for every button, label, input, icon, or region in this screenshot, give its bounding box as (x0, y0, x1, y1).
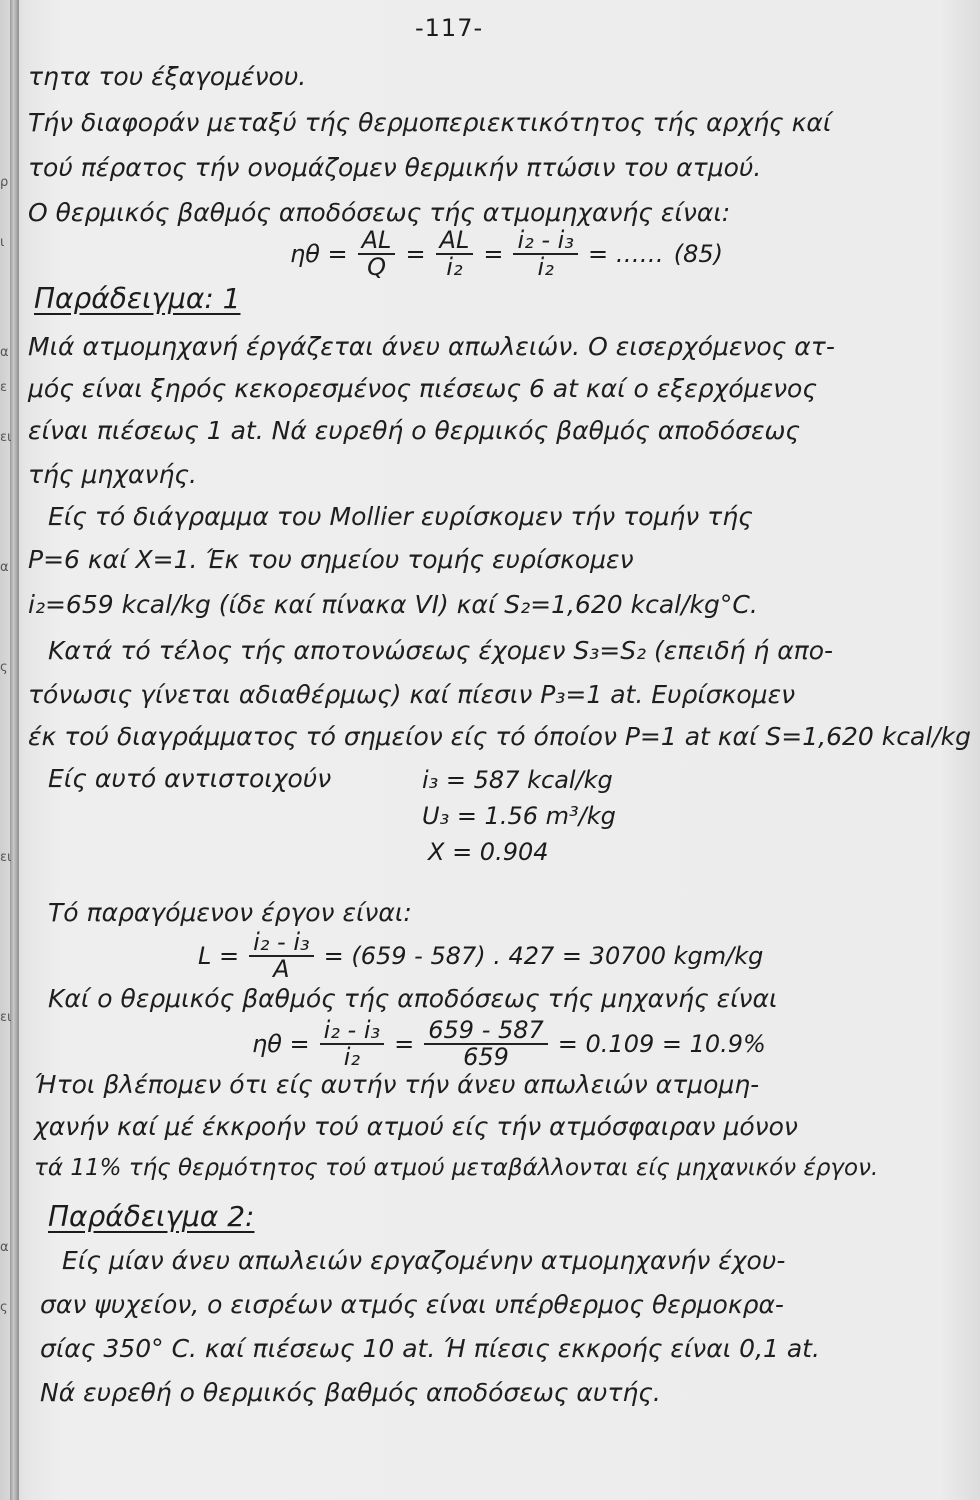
margin-mark: ι (0, 235, 5, 250)
equals-sign: = (483, 240, 504, 269)
text-line: Τήν διαφοράν μεταξύ τής θερμοπεριεκτικότητος τής αρχής καί (28, 108, 832, 137)
fraction (513, 228, 578, 280)
fraction-numerator: i₂ - i₃ (249, 930, 314, 957)
example-1-heading: Παράδειγμα: 1 (34, 282, 241, 315)
fraction-numerator: 659 - 587 (424, 1018, 548, 1045)
formula-rhs: = 0.109 = 10.9% (557, 1030, 766, 1059)
work-formula (198, 930, 763, 982)
text-line: τόνωσις γίνεται αδιαθέρμως) καί πίεσιν P₃=1 at. Ευρίσκομεν (28, 680, 796, 709)
text-line: τητα του έξαγομένου. (28, 62, 307, 91)
text-line: Ο θερμικός βαθμός αποδόσεως τής ατμομηχανής είναι: (28, 198, 731, 227)
formula-85 (290, 228, 723, 280)
equals-sign: = (405, 240, 426, 269)
margin-mark: ς (0, 660, 8, 675)
text-line: Καί ο θερμικός βαθμός τής αποδόσεως τής μηχανής είναι (48, 984, 778, 1013)
text-line: είναι πιέσεως 1 at. Νά ευρεθή ο θερμικός βαθμός αποδόσεως (28, 416, 801, 445)
fraction (249, 930, 314, 982)
formula-lhs: ηθ = (290, 240, 348, 269)
margin-mark: ει (0, 1010, 12, 1025)
margin-mark: α (0, 1240, 9, 1255)
fraction-denominator: i₂ (446, 253, 463, 282)
value-u3: U₃ = 1.56 m³/kg (422, 802, 616, 830)
text-line: Είς μίαν άνευ απωλειών εργαζομένην ατμομηχανήν έχου- (62, 1246, 786, 1275)
margin-mark: α (0, 345, 9, 360)
fraction-denominator: Q (367, 253, 386, 282)
text-line: Μιά ατμομηχανή έργάζεται άνευ απωλειών. Ο εισερχόμενος ατ- (28, 332, 835, 361)
formula-lhs: L = (198, 942, 240, 971)
equation-number: (85) (673, 240, 723, 269)
efficiency-formula (252, 1018, 766, 1070)
margin-mark: ει (0, 850, 12, 865)
binding-edge (10, 0, 19, 1500)
fraction-numerator: i₂ - i₃ (320, 1018, 385, 1045)
fraction-numerator: AL (436, 228, 474, 255)
fraction-numerator: i₂ - i₃ (513, 228, 578, 255)
fraction (436, 228, 474, 280)
state-values (422, 766, 616, 874)
equals-sign: = (394, 1030, 415, 1059)
text-line: τής μηχανής. (28, 460, 197, 489)
text-line: Κατά τό τέλος τής αποτονώσεως έχομεν S₃=S₂ (επειδή ή απο- (48, 636, 834, 665)
text-line: Νά ευρεθή ο θερμικός βαθμός αποδόσεως αυτής. (40, 1378, 661, 1407)
text-line: P=6 καί X=1. Έκ του σημείου τομής ευρίσκομεν (28, 545, 634, 574)
margin-mark: ε (0, 380, 8, 395)
text-line: Τό παραγόμενον έργον είναι: (48, 898, 412, 927)
fraction-denominator: 659 (463, 1043, 509, 1072)
margin-mark: ρ (0, 175, 9, 190)
text-line: τά 11% τής θερμότητος τού ατμού μεταβάλλονται είς μηχανικόν έργον. (34, 1155, 879, 1181)
text-line: Ήτοι βλέπομεν ότι είς αυτήν τήν άνευ απωλειών ατμομη- (34, 1070, 760, 1099)
formula-rhs: = (659 - 587) . 427 = 30700 kgm/kg (323, 942, 764, 971)
formula-dots: = …… (587, 240, 664, 269)
value-i3: i₃ = 587 kcal/kg (422, 766, 613, 794)
margin-mark: ει (0, 430, 12, 445)
text-line: σαν ψυχείον, ο εισρέων ατμός είναι υπέρθερμος θερμοκρα- (40, 1290, 784, 1319)
formula-lhs: ηθ = (252, 1030, 310, 1059)
fraction-denominator: i₂ (343, 1043, 361, 1072)
text-line: Είς αυτό αντιστοιχούν (48, 764, 332, 793)
fraction-denominator: A (273, 955, 290, 984)
example-2-heading: Παράδειγμα 2: (48, 1200, 255, 1233)
text-line: τού πέρατος τήν ονομάζομεν θερμικήν πτώσιν του ατμού. (28, 153, 762, 182)
page-number: -117- (415, 14, 484, 42)
fraction (320, 1018, 385, 1070)
margin-mark: ς (0, 1300, 8, 1315)
text-line: i₂=659 kcal/kg (ίδε καί πίνακα VI) καί S₂=1,620 kcal/kg°C. (28, 590, 758, 619)
text-line: σίας 350° C. καί πιέσεως 10 at. Ή πίεσις εκκροής είναι 0,1 at. (40, 1334, 820, 1363)
fraction (358, 228, 396, 280)
text-line: έκ τού διαγράμματος τό σημείον είς τό όποίον P=1 at καί S=1,620 kcal/kg (28, 722, 972, 751)
margin-mark: α (0, 560, 9, 575)
text-line: μός είναι ξηρός κεκορεσμένος πιέσεως 6 at καί ο εξερχόμενος (28, 374, 818, 403)
fraction-numerator: AL (358, 228, 396, 255)
text-line: χανήν καί μέ έκκροήν τού ατμού είς τήν ατμόσφαιραν μόνον (34, 1112, 798, 1141)
fraction-denominator: i₂ (537, 253, 554, 282)
text-line: Είς τό διάγραμμα του Mollier ευρίσκομεν τήν τομήν τής (48, 502, 753, 531)
value-x: X = 0.904 (428, 838, 549, 866)
fraction (424, 1018, 548, 1070)
